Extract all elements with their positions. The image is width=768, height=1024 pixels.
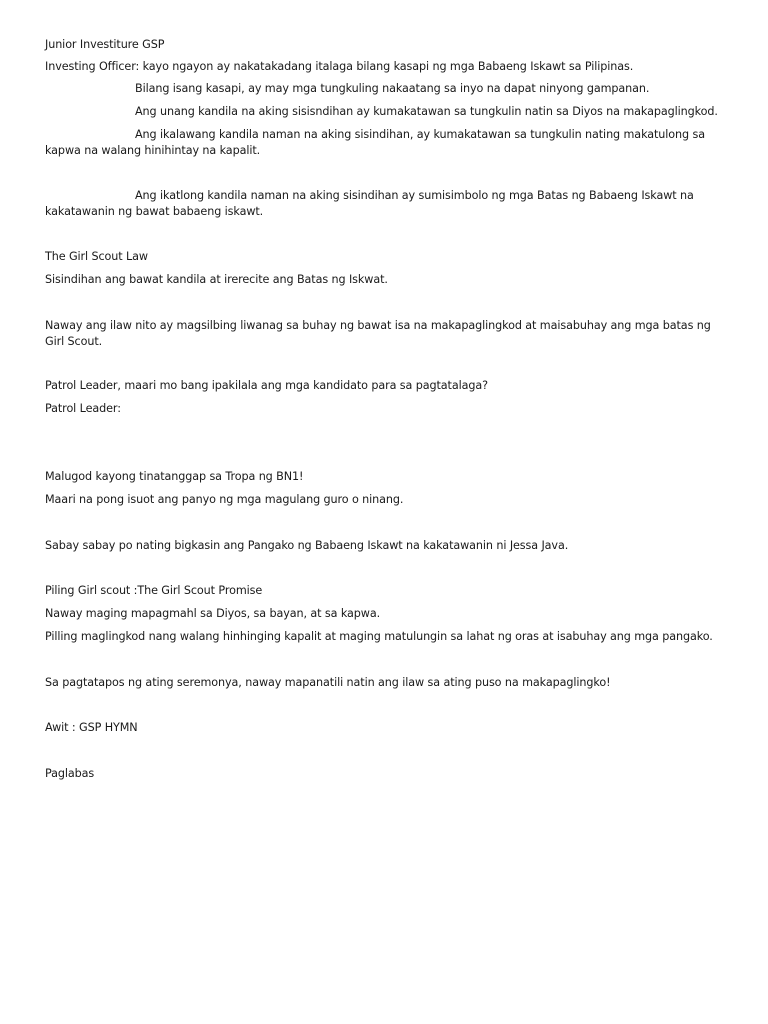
- paragraph-mapagmahal: Naway maging mapagmahl sa Diyos, sa bayan, at sa kapwa.: [45, 607, 381, 620]
- paragraph-first-candle: Ang unang kandila na aking sisisndihan ay kumakatawan sa tungkulin natin sa Diyos na makapaglingkod.: [135, 105, 718, 118]
- paragraph-naway-ilaw: Naway ang ilaw nito ay magsilbing liwanag sa buhay ng bawat isa na makapaglingkod at maisabuhay ang mga batas ng Girl Scout.: [45, 319, 711, 348]
- heading-girl-scout-law: The Girl Scout Law: [45, 250, 148, 263]
- paragraph-pangako: Sabay sabay po nating bigkasin ang Pangako ng Babaeng Iskawt na kakatawanin ni Jessa Java.: [45, 539, 569, 552]
- paragraph-duties: Bilang isang kasapi, ay may mga tungkuling nakaatang sa inyo na dapat ninyong gampanan.: [135, 82, 650, 95]
- paragraph-awit: Awit : GSP HYMN: [45, 721, 138, 734]
- paragraph-maglingkod: Pilling maglingkod nang walang hinhinging kapalit at maging matulungin sa lahat ng oras at isabuhay ang mga pangako.: [45, 630, 713, 643]
- paragraph-paglabas: Paglabas: [45, 767, 95, 780]
- paragraph-pagtatapos: Sa pagtatapos ng ating seremonya, naway mapanatili natin ang ilaw sa ating puso na makapaglingko!: [45, 676, 611, 689]
- heading-girl-scout-promise: Piling Girl scout :The Girl Scout Promise: [45, 584, 263, 597]
- paragraph-light-candles: Sisindihan ang bawat kandila at irerecite ang Batas ng Iskwat.: [45, 273, 388, 286]
- document-title: Junior Investiture GSP: [45, 38, 165, 51]
- paragraph-panyo: Maari na pong isuot ang panyo ng mga magulang guro o ninang.: [45, 493, 404, 506]
- paragraph-patrol-leader: Patrol Leader:: [45, 402, 121, 415]
- paragraph-welcome: Malugod kayong tinatanggap sa Tropa ng BN1!: [45, 470, 304, 483]
- paragraph-investing-officer: Investing Officer: kayo ngayon ay nakatakadang italaga bilang kasapi ng mga Babaeng Iskawt sa Pilipinas.: [45, 60, 634, 73]
- paragraph-patrol-leader-question: Patrol Leader, maari mo bang ipakilala ang mga kandidato para sa pagtatalaga?: [45, 379, 488, 392]
- paragraph-second-candle: Ang ikalawang kandila naman na aking sisindihan, ay kumakatawan sa tungkulin nating makatulong sa kapwa na walang hinihintay na kapalit.: [45, 128, 705, 157]
- paragraph-third-candle: Ang ikatlong kandila naman na aking sisindihan ay sumisimbolo ng mga Batas ng Babaeng Iskawt na kakatawanin ng bawat babaeng iskawt.: [45, 189, 694, 218]
